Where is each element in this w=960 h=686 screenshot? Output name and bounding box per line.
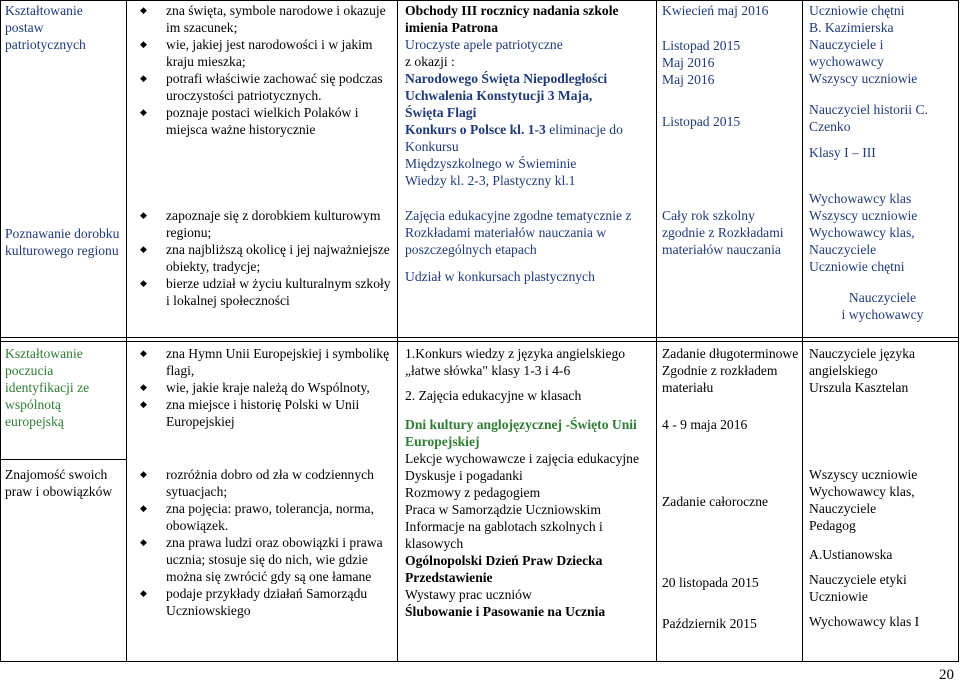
responsible-cell [809, 2, 956, 161]
skills-cell [140, 207, 392, 309]
skill-item: ◆ wie, jakie kraje należą do Wspólnoty, [140, 379, 392, 396]
responsible-item: Uczniowie [809, 589, 868, 604]
skills-cell [140, 2, 392, 138]
responsible-cell [809, 466, 956, 630]
skill-item: ◆ rozróżnia dobro od zła w codziennych sytuacjach; [140, 466, 392, 500]
activity-item: Konkurs o Polsce kl. 1-3 eliminacje do Konkursu [405, 122, 623, 154]
area-cell [5, 2, 123, 53]
skills-cell [140, 466, 392, 619]
activity-item: Międzyszkolnego w Świeminie [405, 156, 577, 171]
activity-item: Uroczyste apele patriotyczne [405, 37, 563, 52]
date-item: Cały rok szkolny zgodnie z Rozkładami materiałów nauczania [662, 208, 784, 257]
activity-item: Wiedzy kl. 2-3, Plastyczny kl.1 [405, 173, 576, 188]
date-item: Maj 2016 [662, 55, 715, 70]
responsible-item: Klasy I – III [809, 145, 876, 160]
responsible-item: i wychowawcy [841, 307, 924, 322]
activity-item: Wystawy prac uczniów [405, 587, 532, 602]
responsible-item: B. Kazimierska [809, 20, 894, 35]
skill-item: ◆ potrafi właściwie zachować się podczas uroczystości patriotycznych. [140, 70, 392, 104]
responsible-item: Wszyscy uczniowie [809, 467, 918, 482]
activity-item: Lekcje wychowawcze i zajęcia edukacyjne [405, 451, 639, 466]
skill-item: ◆ poznaje postaci wielkich Polaków i miejsca ważne historycznie [140, 104, 392, 138]
responsible-cell [809, 345, 956, 396]
responsible-item: Pedagog [809, 518, 856, 533]
activity-item: Uchwalenia Konstytucji 3 Maja, [405, 88, 593, 103]
activity-item: Zajęcia edukacyjne zgodne tematycznie z Rozkładami materiałów nauczania w poszczególnych etapach [405, 208, 632, 257]
area-title: Poznawanie dorobku kulturowego regionu [5, 226, 120, 258]
skill-item: ◆ zna Hymn Unii Europejskiej i symbolikę flagi, [140, 345, 392, 379]
skill-item: ◆ bierze udział w życiu kulturalnym szkoły i lokalnej społeczności [140, 275, 392, 309]
activity-item: Obchody III rocznicy nadania szkole imienia Patrona [405, 3, 619, 35]
responsible-item: Wychowawcy klas, [809, 225, 915, 240]
dates-cell [662, 2, 800, 130]
area-cell [5, 345, 123, 430]
skill-item: ◆ zna święta, symbole narodowe i okazuje im szacunek; [140, 2, 392, 36]
activities-cell [405, 2, 653, 189]
activity-item: Dni kultury anglojęzycznej -Święto Unii Europejskiej [405, 417, 637, 449]
responsible-item: Uczniowie chętni [809, 259, 905, 274]
responsible-item: A.Ustianowska [809, 547, 893, 562]
page-number: 20 [939, 667, 954, 683]
date-item: Październik 2015 [662, 616, 757, 631]
dates-cell [662, 345, 800, 632]
activity-item: Udział w konkursach plastycznych [405, 269, 595, 284]
responsible-item: Wychowawcy klas I [809, 614, 920, 629]
skill-item: ◆ zapoznaje się z dorobkiem kulturowym regionu; [140, 207, 392, 241]
activities-cell [405, 207, 653, 285]
date-item: 4 - 9 maja 2016 [662, 417, 748, 432]
date-item: Kwiecień maj 2016 [662, 3, 769, 18]
skill-item: ◆ zna miejsce i historię Polski w Unii Europejskiej [140, 396, 392, 430]
activity-item: 2. Zajęcia edukacyjne w klasach [405, 388, 582, 403]
activity-item: z okazji : [405, 54, 455, 69]
skill-item: ◆ zna prawa ludzi oraz obowiązki i prawa ucznia; stosuje się do nich, wie gdzie można się zwrócić gdy są one łamane [140, 534, 392, 585]
responsible-item: Nauczyciele [809, 501, 877, 516]
skill-item: ◆ podaje przykłady działań Samorządu Uczniowskiego [140, 585, 392, 619]
area-title: Znajomość swoich praw i obowiązków [5, 467, 113, 499]
date-item: Listopad 2015 [662, 114, 741, 129]
activity-item: Narodowego Święta Niepodległości [405, 71, 608, 86]
activity-item: Święta Flagi [405, 105, 477, 120]
skill-item: ◆ zna pojęcia: prawo, tolerancja, norma, obowiązek. [140, 500, 392, 534]
activity-item: Informacje na gablotach szkolnych i klasowych [405, 519, 603, 551]
responsible-cell [809, 190, 956, 323]
responsible-item: Nauczyciele [848, 290, 917, 305]
activity-item: Praca w Samorządzie Uczniowskim [405, 502, 601, 517]
date-item: Zadanie długoterminowe [662, 346, 799, 361]
area-cell [5, 225, 123, 259]
responsible-item: Nauczyciel historii C. Czenko [809, 102, 928, 134]
activity-item: Dyskusje i pogadanki [405, 468, 523, 483]
skills-cell [140, 345, 392, 430]
responsible-item: Uczniowie chętni [809, 3, 905, 18]
activities-cell [405, 345, 653, 620]
area-title: Kształtowanie poczucia identyfikacji ze wspólnotą europejską [5, 346, 90, 429]
responsible-item: Nauczyciele języka angielskiego [809, 346, 916, 378]
activity-item: Rozmowy z pedagogiem [405, 485, 541, 500]
responsible-item: Nauczyciele [809, 242, 877, 257]
date-item: Zadanie całoroczne [662, 494, 769, 509]
date-item: 20 listopada 2015 [662, 575, 759, 590]
responsible-item: Urszula Kasztelan [809, 380, 909, 395]
responsible-item: Nauczyciele i wychowawcy [809, 37, 884, 69]
date-item: Listopad 2015 [662, 38, 741, 53]
skill-item: ◆ zna najbliższą okolicę i jej najważniejsze obiekty, tradycje; [140, 241, 392, 275]
date-item: Zgodnie z rozkładem materiału [662, 363, 778, 395]
activity-item: Ślubowanie i Pasowanie na Ucznia [405, 604, 606, 619]
area-title: Kształtowanie postaw patriotycznych [5, 3, 86, 52]
date-item: Maj 2016 [662, 72, 715, 87]
responsible-item: Wszyscy uczniowie [809, 71, 918, 86]
activity-item: Ogólnopolski Dzień Praw Dziecka [405, 553, 603, 568]
activity-item: 1.Konkurs wiedzy z języka angielskiego „łatwe słówka" klasy 1-3 i 4-6 [405, 346, 626, 378]
responsible-item: Nauczyciele etyki [809, 572, 907, 587]
responsible-item: Wychowawcy klas, [809, 484, 915, 499]
skill-item: ◆ wie, jakiej jest narodowości i w jakim kraju mieszka; [140, 36, 392, 70]
responsible-item: Wszyscy uczniowie [809, 208, 918, 223]
area-cell [5, 466, 123, 500]
responsible-item: Wychowawcy klas [809, 191, 912, 206]
dates-cell [662, 207, 800, 258]
activity-continued: eliminacje do Konkursu [405, 122, 623, 154]
activity-item: Przedstawienie [405, 570, 493, 585]
